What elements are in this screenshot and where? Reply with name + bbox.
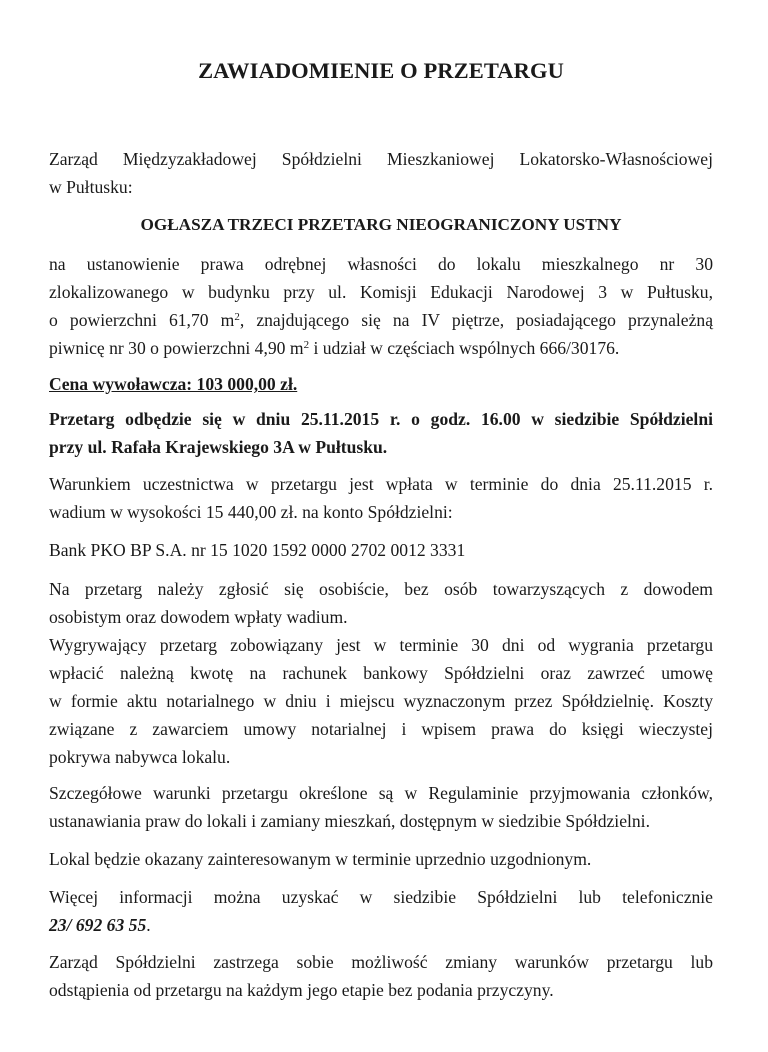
contact-paragraph	[49, 883, 713, 939]
reservation-paragraph	[49, 948, 713, 1004]
conditions-line-1: Szczegółowe warunki przetargu określone są w Regulaminie przyjmowania członków,	[49, 783, 713, 803]
auction-info-line-2: przy ul. Rafała Krajewskiego 3A w Pułtusku.	[49, 437, 388, 457]
auction-info-line-1: Przetarg odbędzie się w dniu 25.11.2015 r. o godz. 16.00 w siedzibie Spółdzielni	[49, 409, 713, 429]
property-area-text: o powierzchni 61,70 m	[49, 310, 235, 330]
reservation-line-2: odstąpienia od przetargu na każdym jego etapie bez podania przyczyny.	[49, 980, 554, 1000]
winner-paragraph	[49, 631, 713, 771]
reservation-line-1: Zarząd Spółdzielni zastrzega sobie możliwość zmiany warunków przetargu lub	[49, 952, 713, 972]
deposit-paragraph	[49, 470, 713, 526]
registration-paragraph	[49, 575, 713, 631]
property-floor-text: , znajdującego się na IV piętrze, posiadającego przynależną	[239, 310, 714, 330]
deposit-line-2: wadium w wysokości 15 440,00 zł. na konto Spółdzielni:	[49, 502, 453, 522]
share-text: i udział w częściach wspólnych 666/30176.	[309, 338, 620, 358]
phone-number: 23/ 692 63 55	[49, 915, 147, 935]
auction-info-paragraph	[49, 405, 713, 461]
registration-line-2: osobistym oraz dowodem wpłaty wadium.	[49, 607, 348, 627]
contact-line-2	[49, 911, 713, 939]
intro-line-2: w Pułtusku:	[49, 177, 133, 197]
winner-line-4: związane z zawarciem umowy notarialnej i wpisem prawa do księgi wieczystej	[49, 719, 713, 739]
property-paragraph	[49, 250, 713, 362]
property-line-4	[49, 334, 713, 362]
announcement-heading: OGŁASZA TRZECI PRZETARG NIEOGRANICZONY USTNY	[140, 215, 622, 234]
winner-line-5: pokrywa nabywca lokalu.	[49, 747, 231, 767]
contact-line-1: Więcej informacji można uzyskać w siedzibie Spółdzielni lub telefonicznie	[49, 887, 713, 907]
property-line-1: na ustanowienie prawa odrębnej własności do lokalu mieszkalnego nr 30	[49, 254, 713, 274]
winner-line-1: Wygrywający przetarg zobowiązany jest w terminie 30 dni od wygrania przetargu	[49, 635, 713, 655]
conditions-line-2: ustanawiania praw do lokali i zamiany mieszkań, dostępnym w siedzibie Spółdzielni.	[49, 811, 650, 831]
deposit-line-1: Warunkiem uczestnictwa w przetargu jest wpłata w terminie do dnia 25.11.2015 r.	[49, 474, 713, 494]
cellar-area-superscript: 2	[303, 339, 310, 351]
property-area-superscript: 2	[234, 311, 240, 323]
contact-suffix: .	[146, 915, 151, 935]
property-line-2: zlokalizowanego w budynku przy ul. Komisji Edukacji Narodowej 3 w Pułtusku,	[49, 282, 713, 302]
property-line-3	[49, 306, 713, 334]
cellar-area-text: piwnicę nr 30 o powierzchni 4,90 m	[49, 338, 304, 358]
viewing-info: Lokal będzie okazany zainteresowanym w terminie uprzednio uzgodnionym.	[49, 849, 592, 869]
document-title: ZAWIADOMIENIE O PRZETARGU	[198, 58, 564, 83]
starting-price: Cena wywoławcza: 103 000,00 zł.	[49, 374, 298, 394]
registration-line-1: Na przetarg należy zgłosić się osobiście, bez osób towarzyszących z dowodem	[49, 579, 713, 599]
intro-line-1: Zarząd Międzyzakładowej Spółdzielni Mieszkaniowej Lokatorsko-Własnościowej	[49, 149, 713, 169]
notice-document	[49, 0, 713, 1052]
conditions-paragraph	[49, 779, 713, 835]
winner-line-3: w formie aktu notarialnego w dniu i miejscu wyznaczonym przez Spółdzielnię. Koszty	[49, 691, 713, 711]
bank-account: Bank PKO BP S.A. nr 15 1020 1592 0000 2702 0012 3331	[49, 540, 466, 560]
intro-paragraph	[49, 145, 713, 201]
winner-line-2: wpłacić należną kwotę na rachunek bankowy Spółdzielni oraz zawrzeć umowę	[49, 663, 713, 683]
